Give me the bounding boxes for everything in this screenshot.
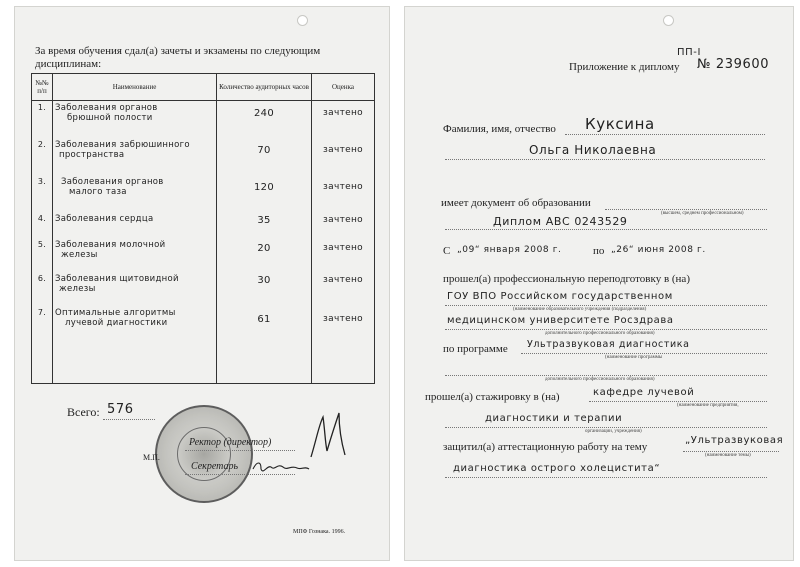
discipline-name: Заболевания органов малого таза <box>53 175 217 212</box>
thesis-hint: (наименование темы) <box>705 453 751 458</box>
internship-line1: кафедре лучевой <box>593 387 695 398</box>
secretary-signature <box>251 457 311 479</box>
internship-hint: (наименование предприятия, <box>677 403 739 408</box>
period-to-prefix: по <box>593 245 605 257</box>
discipline-name: Заболевания органов брюшной полости <box>53 101 217 138</box>
program-value: Ультразвуковая диагностика <box>527 339 690 350</box>
internship-line2: диагностики и терапии <box>485 413 623 424</box>
internship-label: прошел(а) стажировку в (на) <box>425 391 560 403</box>
program-underline <box>521 353 767 354</box>
appendix-label: Приложение к диплому <box>569 61 680 73</box>
surname: Куксина <box>585 115 655 133</box>
grade-value: зачтено <box>312 138 375 175</box>
left-page <box>14 6 390 561</box>
grade-value: зачтено <box>312 175 375 212</box>
table-row <box>32 138 375 175</box>
row-num: 3. <box>32 175 53 212</box>
header-hours: Количество аудиторных часов <box>217 74 312 101</box>
grade-value: зачтено <box>312 238 375 272</box>
printer-mark: МПФ Гознака. 1996. <box>293 529 346 535</box>
program-underline <box>445 375 767 376</box>
table-row <box>32 272 375 306</box>
secretary-label: Секретарь <box>191 461 239 472</box>
row-num: 6. <box>32 272 53 306</box>
institution-underline <box>445 305 767 306</box>
internship-underline <box>589 401 767 402</box>
rector-label: Ректор (директор) <box>189 437 272 448</box>
table-row <box>32 306 375 384</box>
institution-line2: медицинском университете Росздрава <box>447 315 674 326</box>
table-row <box>32 175 375 212</box>
header-num: №№ п/п <box>32 74 53 101</box>
thesis-underline <box>683 451 779 452</box>
institution-line1: ГОУ ВПО Российском государственном <box>447 291 673 302</box>
fio-line <box>445 159 765 160</box>
hours-value: 20 <box>217 238 312 272</box>
discipline-name: Заболевания сердца <box>53 212 217 238</box>
grade-value: зачтено <box>312 272 375 306</box>
hours-value: 240 <box>217 101 312 138</box>
program-hint: (наименование программы <box>605 355 663 360</box>
fio-line <box>565 134 765 135</box>
document-value: Диплом АВС 0243529 <box>493 215 628 228</box>
hours-value: 120 <box>217 175 312 212</box>
row-num: 2. <box>32 138 53 175</box>
fio-label: Фамилия, имя, отчество <box>443 123 556 135</box>
program-label: по программе <box>443 343 508 355</box>
row-num: 7. <box>32 306 53 384</box>
document-label: имеет документ об образовании <box>441 197 591 209</box>
stamp-mark: М.П. <box>143 453 160 462</box>
row-num: 5. <box>32 238 53 272</box>
period-from: „09“ января 2008 г. <box>457 245 562 255</box>
header-name: Наименование <box>53 74 217 101</box>
retraining-label: прошел(а) профессиональную переподготовку в (на) <box>443 273 690 285</box>
discipline-name: Заболевания забрюшинного пространства <box>53 138 217 175</box>
rector-signature <box>305 407 355 463</box>
period-to: „26“ июня 2008 г. <box>611 245 706 255</box>
hours-value: 70 <box>217 138 312 175</box>
grade-value: зачтено <box>312 212 375 238</box>
period-from-prefix: С <box>443 245 451 257</box>
row-num: 1. <box>32 101 53 138</box>
internship-hint: организации, учреждения) <box>585 429 642 434</box>
internship-underline <box>445 427 767 428</box>
total-label: Всего: <box>67 405 100 419</box>
institution-underline <box>445 329 767 330</box>
series-code: ПП-I <box>677 47 701 58</box>
thesis-line2: диагностика острого холецистита“ <box>453 463 661 474</box>
punch-hole <box>663 15 674 26</box>
intro-line: За время обучения сдал(а) зачеты и экзамены по следующим <box>35 45 321 57</box>
rector-line <box>185 450 295 451</box>
table-row <box>32 238 375 272</box>
thesis-underline <box>445 477 767 478</box>
seal-emblem <box>177 427 231 481</box>
header-grade: Оценка <box>312 74 375 101</box>
row-num: 4. <box>32 212 53 238</box>
institution-hint: (наименование образовательного учреждения (подразделения) <box>513 307 647 312</box>
document-line <box>445 229 767 230</box>
right-page <box>404 6 794 561</box>
hours-value: 61 <box>217 306 312 384</box>
thesis-label: защитил(а) аттестационную работу на тему <box>443 441 648 453</box>
given-names: Ольга Николаевна <box>529 143 657 157</box>
institution-hint: дополнительного профессионального образования) <box>545 331 655 336</box>
thesis-line1: „Ультразвуковая <box>685 435 784 446</box>
grade-value: зачтено <box>312 101 375 138</box>
document-hint: (высшем, среднем профессиональном) <box>661 211 744 216</box>
program-hint: дополнительного профессионального образования) <box>545 377 655 382</box>
total-underline <box>103 419 155 420</box>
round-seal <box>155 405 253 503</box>
total-value: 576 <box>107 402 134 417</box>
hours-value: 30 <box>217 272 312 306</box>
grades-table <box>31 73 375 384</box>
diploma-number: № 239600 <box>697 57 770 72</box>
discipline-name: Оптимальные алгоритмы лучевой диагностики <box>53 306 217 384</box>
intro-line: дисциплинам: <box>35 58 102 70</box>
table-row <box>32 212 375 238</box>
hours-value: 35 <box>217 212 312 238</box>
document-line <box>605 209 767 210</box>
table-row <box>32 101 375 138</box>
discipline-name: Заболевания молочной железы <box>53 238 217 272</box>
punch-hole <box>297 15 308 26</box>
discipline-name: Заболевания щитовидной железы <box>53 272 217 306</box>
grade-value: зачтено <box>312 306 375 384</box>
